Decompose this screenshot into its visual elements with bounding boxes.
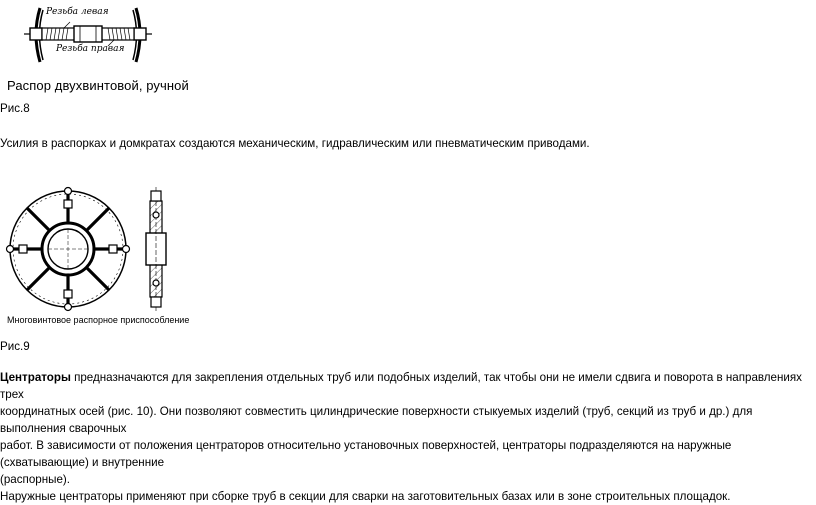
- paragraph-external-centrators: Наружные центраторы применяют при сборке труб в секции для сварки на заготовительных базах или в зоне строительных площадок.: [0, 490, 731, 503]
- figure-9-caption: Многовинтовое распорное приспособление: [7, 315, 190, 325]
- figure-9-multiscrew-drawing: [4, 185, 184, 317]
- figure-8-label-right-thread: Резьба правая: [56, 44, 125, 54]
- figure-8-caption: Распор двухвинтовой, ручной: [7, 78, 189, 93]
- paragraph-centrators: [0, 369, 816, 505]
- paragraph-centrators-line-1: [0, 369, 816, 403]
- paragraph-centrators-line-3: работ. В зависимости от положения центраторов относительно установочных поверхностей, центраторы подразделяются на наружные (схватывающие) и внутренние: [0, 439, 732, 469]
- figure-8-number: Рис.8: [0, 102, 30, 115]
- paragraph-drives: Усилия в распорках и домкратах создаются механическим, гидравлическим или пневматическим приводами.: [0, 137, 590, 150]
- figure-8-label-left-thread: Резьба левая: [46, 7, 109, 17]
- paragraph-centrators-line-4: (распорные).: [0, 473, 70, 486]
- term-centrators: Центраторы: [0, 371, 71, 384]
- paragraph-centrators-line-1-rest: предназначаются для закрепления отдельных труб или подобных изделий, так чтобы они не имели сдвига и поворота в направлениях трех: [0, 371, 802, 401]
- paragraph-centrators-line-2: координатных осей (рис. 10). Они позволяют совместить цилиндрические поверхности стыкуемых изделий (труб, секций из труб и др.) для выполнения сварочных: [0, 405, 753, 435]
- figure-9-number: Рис.9: [0, 340, 30, 353]
